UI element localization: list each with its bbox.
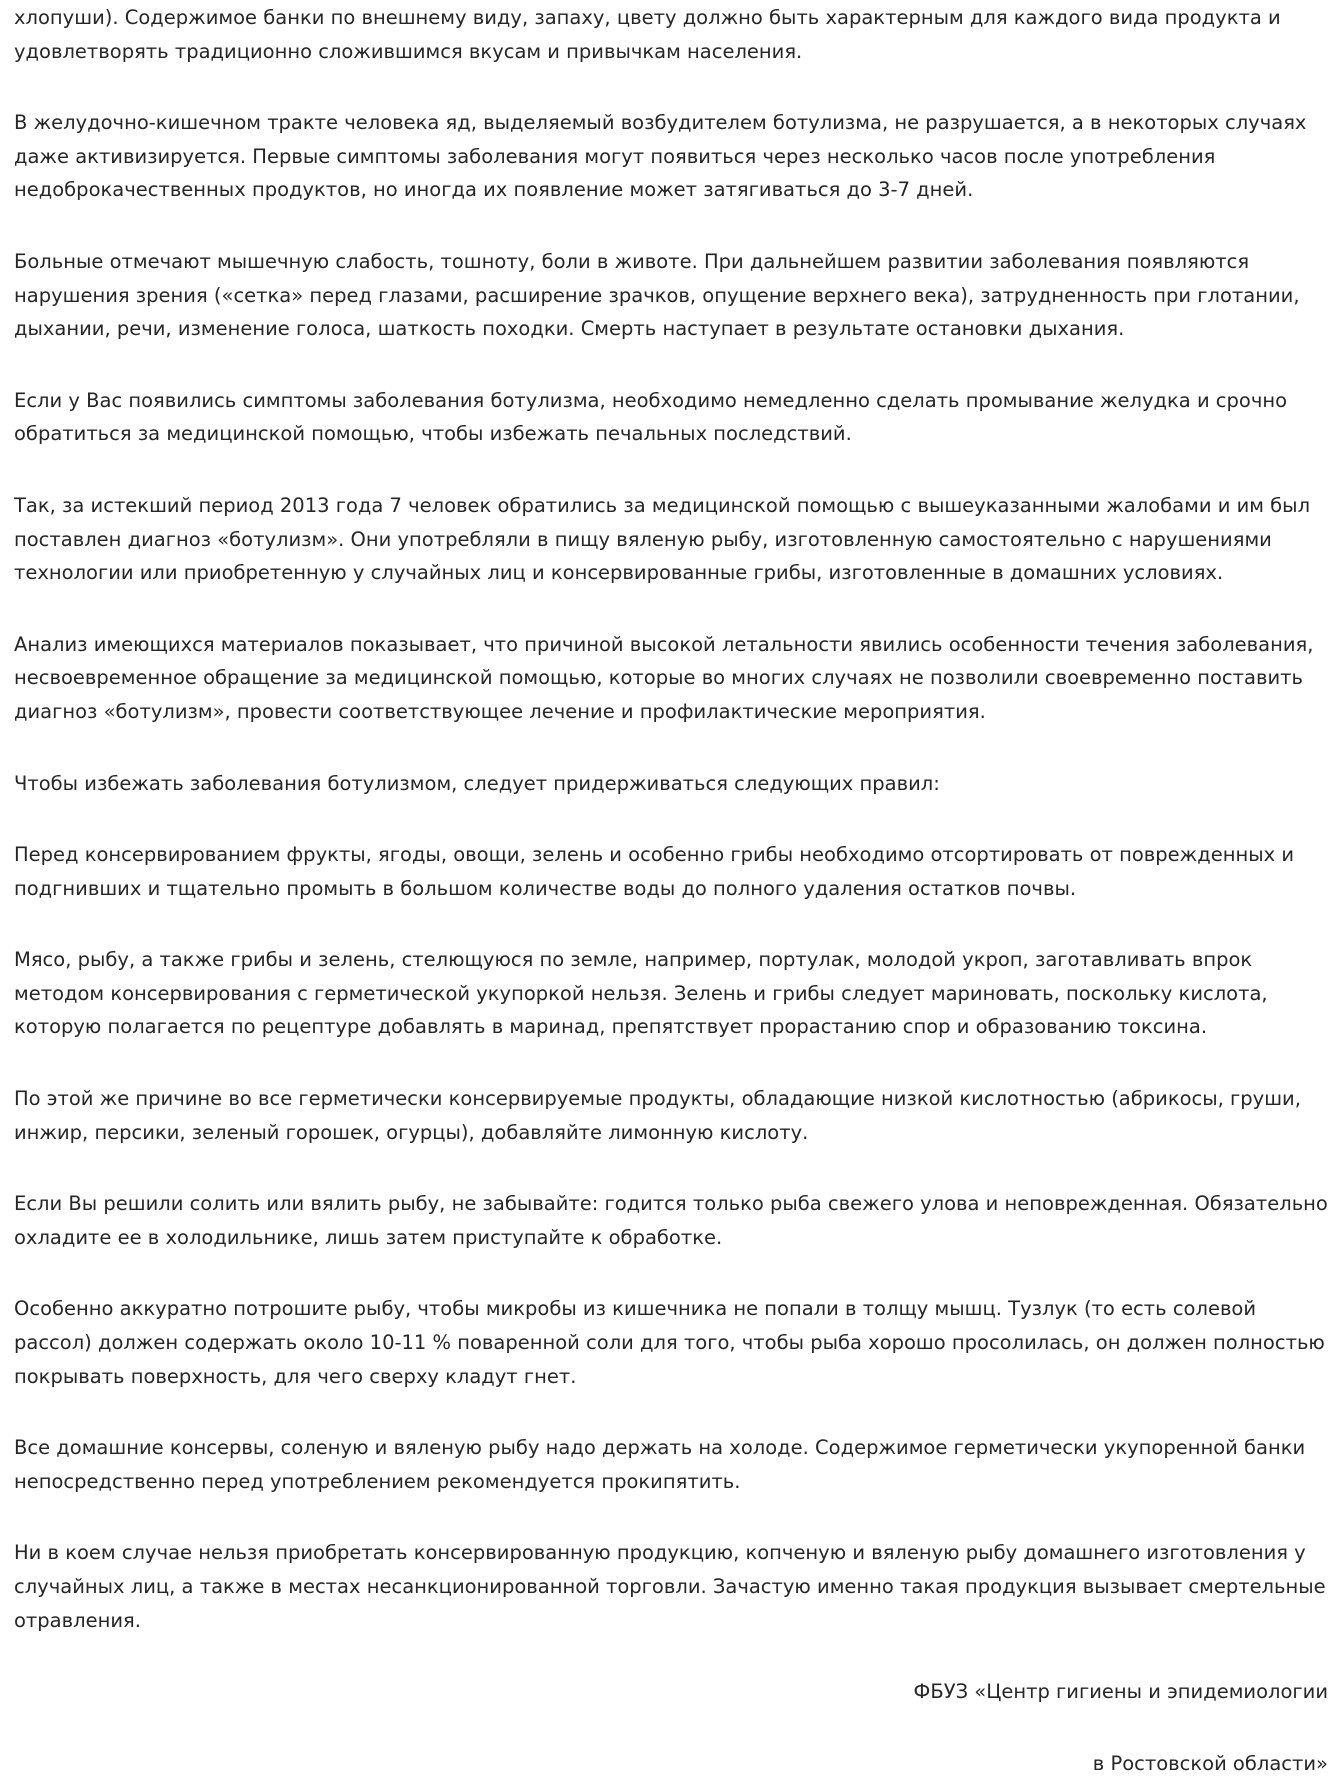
signature-region: в Ростовской области» [1092, 1751, 1328, 1775]
article-paragraph: Так, за истекший период 2013 года 7 человек обратились за медицинской помощью с вышеуказанными жалобами и им был поставлен диагноз «ботулизм». Они употребляли в пищу вяленую рыбу, изготовленную самостоятельно с нарушениями технологии или приобретенную у случайных лиц и консервированные грибы, изготовленные в домашних условиях. [14, 493, 1311, 585]
article-paragraph: Анализ имеющихся материалов показывает, что причиной высокой летальности явились особенности течения заболевания, несвоевременное обращение за медицинской помощью, которые во многих случаях не позволили своевременно поставить диагноз «ботулизм», провести соответствующее лечение и профилактические мероприятия. [14, 632, 1314, 723]
article-paragraph: Больные отмечают мышечную слабость, тошноту, боли в животе. При дальнейшем развитии заболевания появляются нарушения зрения («сетка» перед глазами, расширение зрачков, опущение верхнего века), затрудненность при глотании, дыхании, речи, изменение голоса, шаткость походки. Смерть наступает в результате остановки дыхания. [14, 249, 1300, 341]
article-paragraph: Чтобы избежать заболевания ботулизмом, следует придерживаться следующих правил: [14, 771, 940, 795]
article-paragraph: Особенно аккуратно потрошите рыбу, чтобы микробы из кишечника не попали в толщу мышц. Тузлук (то есть солевой рассол) должен содержать около 10-11 % поваренной соли для того, чтобы рыба хорошо просолилась, он должен полностью покрывать поверхность, для чего сверху кладут гнет. [14, 1297, 1325, 1388]
article-paragraph: В желудочно-кишечном тракте человека яд, выделяемый возбудителем ботулизма, не разрушается, а в некоторых случаях даже активизируется. Первые симптомы заболевания могут появиться через несколько часов после употребления недоброкачественных продуктов, но иногда их появление может затягиваться до 3-7 дней. [14, 111, 1307, 202]
article-paragraph: По этой же причине во все герметически консервируемые продукты, обладающие низкой кислотностью (абрикосы, груши, инжир, персики, зеленый горошек, огурцы), добавляйте лимонную кислоту. [14, 1087, 1301, 1144]
article-paragraph: Если у Вас появились симптомы заболевания ботулизма, необходимо немедленно сделать промывание желудка и срочно обратиться за медицинской помощью, чтобы избежать печальных последствий. [14, 388, 1288, 446]
article-paragraph: Перед консервированием фрукты, ягоды, овощи, зелень и особенно грибы необходимо отсортировать от поврежденных и подгнивших и тщательно промыть в большом количестве воды до полного удаления остатков почвы. [14, 843, 1295, 900]
article-paragraph: Если Вы решили солить или вялить рыбу, не забывайте: годится только рыба свежего улова и неповрежденная. Обязательно охладите ее в холодильнике, лишь затем приступайте к обработке. [14, 1192, 1328, 1249]
signature-organization: ФБУЗ «Центр гигиены и эпидемиологии [913, 1680, 1328, 1704]
article-paragraph: Ни в коем случае нельзя приобретать консервированную продукцию, копченую и вяленую рыбу домашнего изготовления у случайных лиц, а также в местах несанкционированной торговли. Зачастую именно такая продукция вызывает смертельные отравления. [14, 1541, 1326, 1632]
article-paragraph: Все домашние консервы, соленую и вяленую рыбу надо держать на холоде. Содержимое герметически укупоренной банки непосредственно перед употреблением рекомендуется прокипятить. [14, 1436, 1306, 1493]
article-paragraph: хлопуши). Содержимое банки по внешнему виду, запаху, цвету должно быть характерным для каждого вида продукта и удовлетворять традиционно сложившимся вкусам и привычкам населения. [14, 6, 1281, 63]
article-body [14, 0, 1328, 1780]
article-paragraph: Мясо, рыбу, а также грибы и зелень, стелющуюся по земле, например, портулак, молодой укроп, заготавливать впрок методом консервирования с герметической укупоркой нельзя. Зелень и грибы следует мариновать, поскольку кислота, которую полагается по рецептуре добавлять в маринад, препятствует прорастанию спор и образованию токсина. [14, 948, 1268, 1039]
